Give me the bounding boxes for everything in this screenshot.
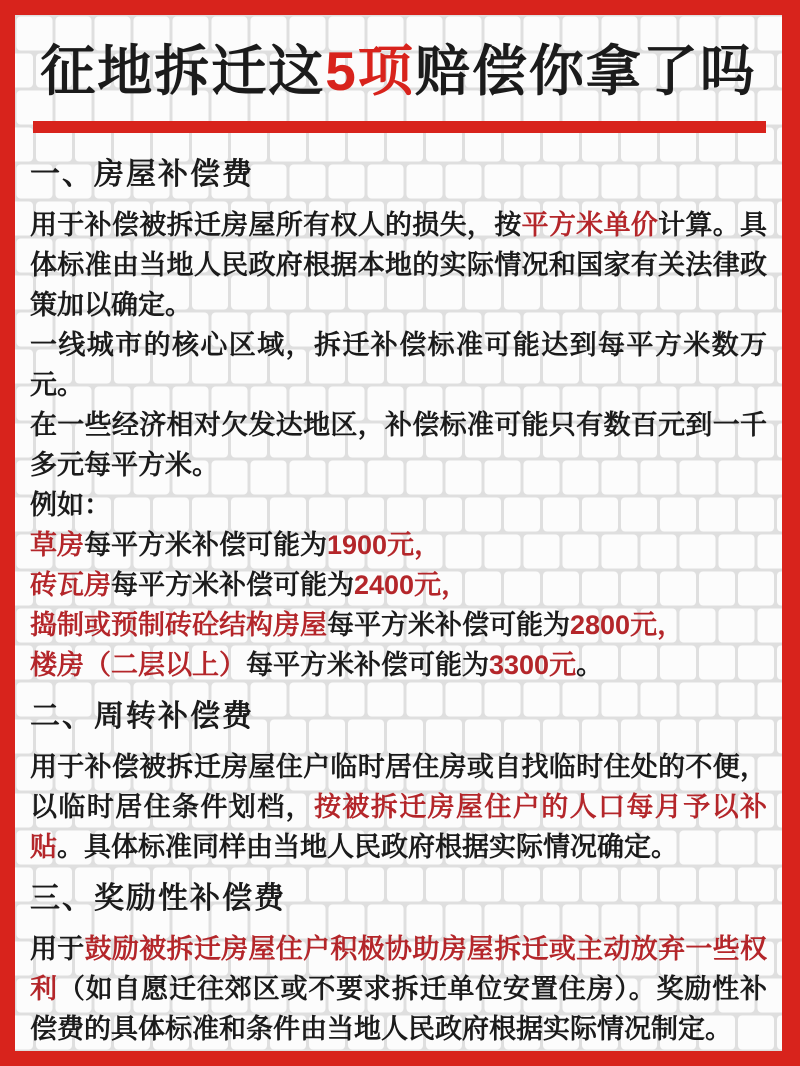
- text-run-red: 按被拆迁房屋住户的人口每月予以补贴: [30, 792, 767, 862]
- section: [15, 157, 782, 685]
- text-run-red: 捣制或预制砖砼结构房屋: [30, 610, 327, 640]
- paragraph: [15, 645, 782, 685]
- text-run-red: 3300元: [489, 650, 577, 680]
- title-text-pre: 征地拆迁这: [40, 40, 326, 102]
- title-text-post: 赔偿你拿了吗: [414, 40, 757, 102]
- text-run-red: 2800元，: [570, 610, 685, 640]
- sections: [15, 157, 782, 1049]
- section-heading: 二、周转补偿费: [30, 700, 254, 733]
- text-run: 在一些经济相对欠发达地区，补偿标准可能只有数百元到一千多元每平方米。: [30, 410, 767, 480]
- title-highlight: 5项: [325, 40, 415, 102]
- text-run-red: 1900元，: [327, 530, 442, 560]
- paragraph: [15, 525, 782, 565]
- text-run-red: 2400元，: [354, 570, 469, 600]
- section-heading: 一、房屋补偿费: [30, 158, 254, 191]
- paragraph: [15, 405, 782, 485]
- title-divider: [33, 121, 766, 133]
- text-run-red: 平方米单价: [521, 210, 659, 240]
- text-run: 每平方米补偿可能为: [327, 610, 570, 640]
- text-run-red: 鼓励被拆迁房屋住户积极协助房屋拆迁或主动放弃一些权利: [30, 934, 768, 1004]
- text-run-red: 砖瓦房: [30, 570, 111, 600]
- paragraph: [15, 485, 782, 525]
- text-run: 每平方米补偿可能为: [246, 650, 489, 680]
- text-run: 用于: [30, 934, 85, 964]
- paragraph: [15, 565, 782, 605]
- text-run: 用于补偿被拆迁房屋所有权人的损失，按: [30, 210, 522, 240]
- text-run-red: 草房: [30, 530, 84, 560]
- text-run: （如自愿迁往郊区或不要求拆迁单位安置住房）。奖励性补偿费的具体标准和条件由当地人民政府根据实际情况制定。: [30, 974, 767, 1044]
- paragraph: [15, 205, 782, 325]
- paragraph: [15, 929, 782, 1049]
- text-run: 一线城市的核心区域，拆迁补偿标准可能达到每平方米数万元。: [30, 330, 767, 400]
- text-run: 每平方米补偿可能为: [84, 530, 327, 560]
- text-run: 每平方米补偿可能为: [111, 570, 354, 600]
- text-run-red: 楼房（二层以上）: [30, 650, 246, 680]
- section: [15, 699, 782, 867]
- text-run: 用于补偿被拆迁房屋住户临时居住房或自找临时住处的不便，以临时居住条件划档，: [30, 752, 767, 822]
- paragraph: [15, 747, 782, 867]
- paragraph: [15, 605, 782, 645]
- page-title: [15, 40, 782, 102]
- poster-content: [15, 15, 782, 1049]
- section-heading: 三、奖励性补偿费: [30, 882, 286, 915]
- text-run: 例如：: [30, 490, 111, 520]
- text-run: 计算。具体标准由当地人民政府根据本地的实际情况和国家有关法律政策加以确定。: [30, 210, 768, 320]
- text-run: 。具体标准同样由当地人民政府根据实际情况确定。: [57, 832, 678, 862]
- paragraph: [15, 325, 782, 405]
- text-run: 。: [576, 650, 604, 680]
- section: [15, 881, 782, 1049]
